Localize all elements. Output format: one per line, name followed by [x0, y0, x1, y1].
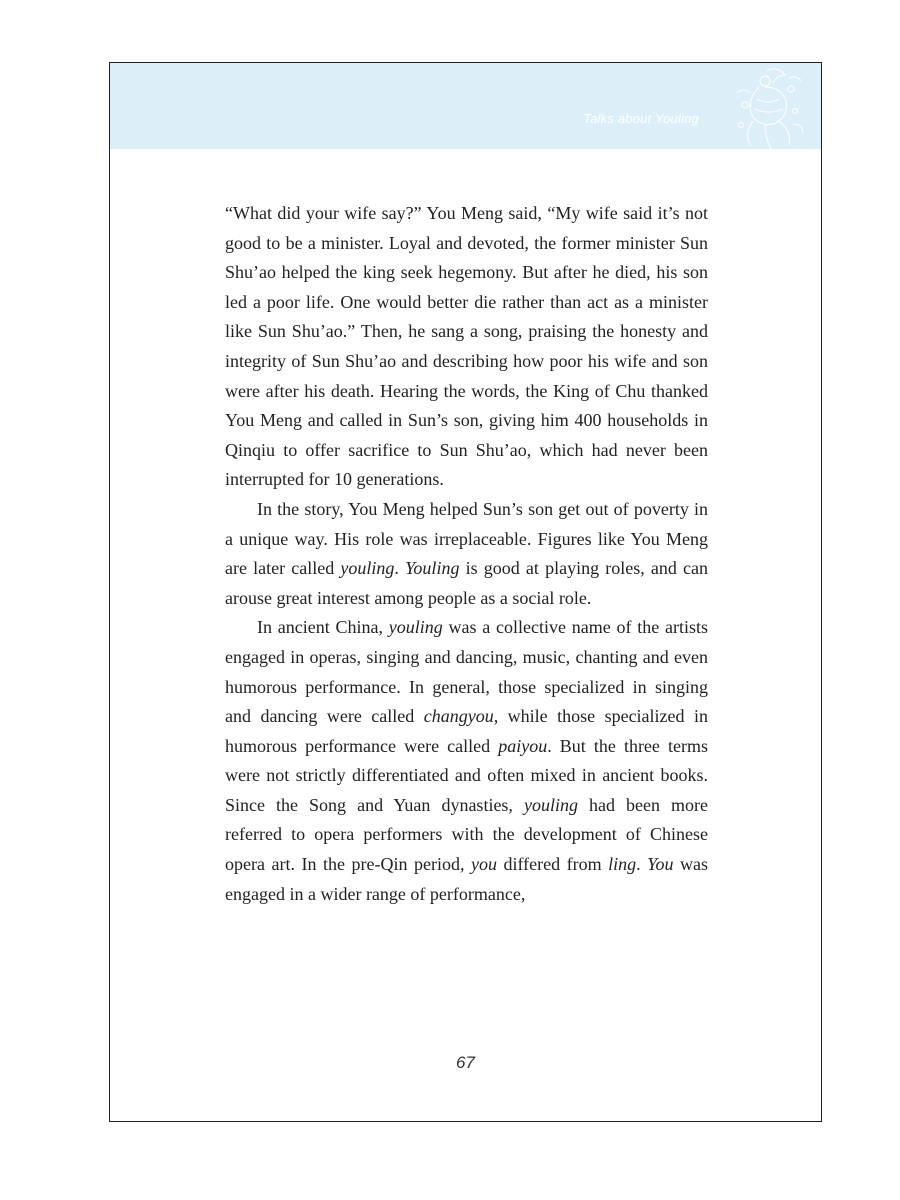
paragraph: In the story, You Meng helped Sun’s son get out of poverty in a unique way. His role was irreplaceable. Figures like You Meng are later called youling. Youling is good at playing roles, and can arouse great interest among people as a social role.	[225, 498, 709, 608]
italic-term: paiyou	[498, 735, 548, 756]
italic-term: you	[470, 854, 497, 875]
paragraph: In ancient China, youling was a collective name of the artists engaged in operas, singing and dancing, music, chanting and even humorous performance. In general, those specialized in singing and dancing were called changyou, while those specialized in humorous performance were called paiyou. But the three terms were not strictly differentiated and often mixed in ancient books. Since the Song and Yuan dynasties, youling had been more referred to opera performers with the development of Chinese opera art. In the pre-Qin period, you differed from ling. You was engaged in a wider range of performance,	[225, 617, 709, 904]
book-page	[109, 62, 822, 1122]
header-band	[110, 63, 821, 149]
italic-term: Youling	[405, 558, 460, 579]
floral-dancer-ornament-icon	[729, 65, 811, 151]
page-number: 67	[456, 1053, 475, 1072]
body-text	[225, 199, 708, 909]
italic-term: ling	[608, 854, 637, 875]
paragraph: “What did your wife say?” You Meng said, “My wife said it’s not good to be a minister. Loyal and devoted, the former minister Sun Shu’ao helped the king seek hegemony. But after he died, his son led a poor life. One would better die rather than act as a minister like Sun Shu’ao.” Then, he sang a song, praising the honesty and integrity of Sun Shu’ao and describing how poor his wife and son were after his death. Hearing the words, the King of Chu thanked You Meng and called in Sun’s son, giving him 400 households in Qinqiu to offer sacrifice to Sun Shu’ao, which had never been interrupted for 10 generations.	[225, 203, 708, 490]
italic-term: youling	[340, 558, 395, 579]
italic-term: You	[647, 854, 674, 875]
italic-term: changyou	[423, 706, 494, 727]
running-head: Talks about Youling	[583, 111, 699, 126]
italic-term: youling	[523, 794, 578, 815]
italic-term: youling	[388, 617, 443, 638]
